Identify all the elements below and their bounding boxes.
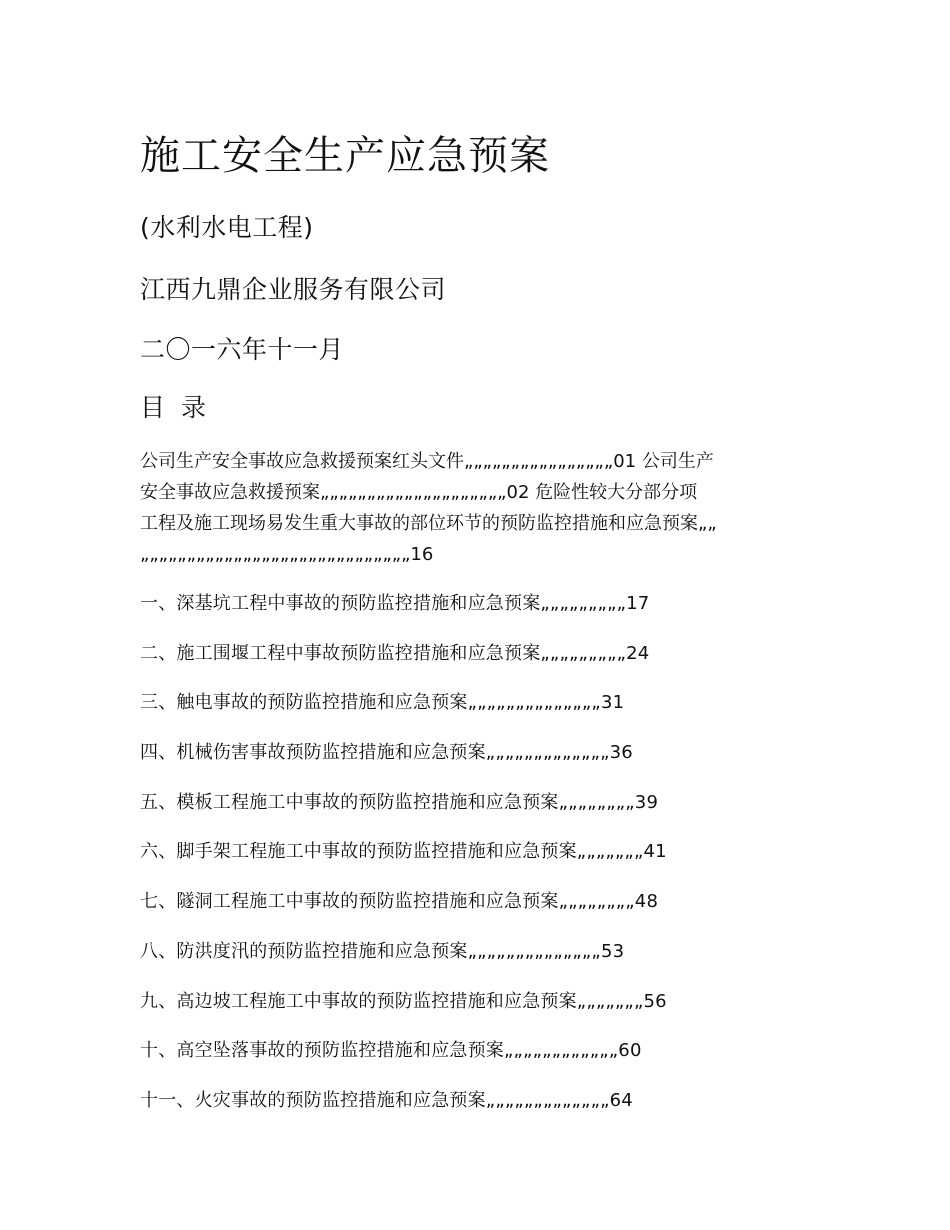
document-date: 二〇一六年十一月 (140, 335, 345, 364)
toc-item: 九、高边坡工程施工中事故的预防监控措施和应急预案„„„„„„„56 (140, 990, 667, 1012)
toc-item: 一、深基坑工程中事故的预防监控措施和应急预案„„„„„„„„„17 (140, 593, 650, 614)
toc-intro-line: 公司生产安全事故应急救援预案红头文件„„„„„„„„„„„„„„„„01 公司生产 (140, 451, 714, 472)
toc-item: 七、隧洞工程施工中事故的预防监控措施和应急预案„„„„„„„„48 (140, 891, 659, 913)
toc-intro-line: „„„„„„„„„„„„„„„„„„„„„„„„„„„„„16 (140, 544, 434, 565)
toc-item: 十、高空坠落事故的预防监控措施和应急预案„„„„„„„„„„„„60 (140, 1040, 642, 1062)
toc-item: 二、施工围堰工程中事故预防监控措施和应急预案„„„„„„„„„24 (140, 642, 650, 664)
toc-item: 六、脚手架工程施工中事故的预防监控措施和应急预案„„„„„„„41 (140, 841, 667, 863)
toc-item: 十一、火灾事故的预防监控措施和应急预案„„„„„„„„„„„„„64 (140, 1089, 633, 1111)
toc-intro-paragraph (140, 446, 820, 570)
document-subtitle: (水利水电工程) (140, 213, 314, 242)
document-title: 施工安全生产应急预案 (140, 133, 550, 179)
toc-list (140, 588, 820, 1135)
toc-item: 五、模板工程施工中事故的预防监控措施和应急预案„„„„„„„„39 (140, 791, 659, 813)
toc-item: 三、触电事故的预防监控措施和应急预案„„„„„„„„„„„„„„31 (140, 692, 625, 714)
toc-intro-line: 安全事故应急救援预案„„„„„„„„„„„„„„„„„„„„02 危险性较大分部分项 (140, 482, 698, 503)
toc-item: 四、机械伤害事故预防监控措施和应急预案„„„„„„„„„„„„„36 (140, 742, 633, 764)
toc-item: 八、防洪度汛的预防监控措施和应急预案„„„„„„„„„„„„„„53 (140, 940, 625, 962)
toc-heading: 目 录 (140, 393, 210, 422)
toc-intro-line: 工程及施工现场易发生重大事故的部位环节的预防监控措施和应急预案„„ (140, 513, 717, 534)
company-name: 江西九鼎企业服务有限公司 (140, 275, 447, 304)
